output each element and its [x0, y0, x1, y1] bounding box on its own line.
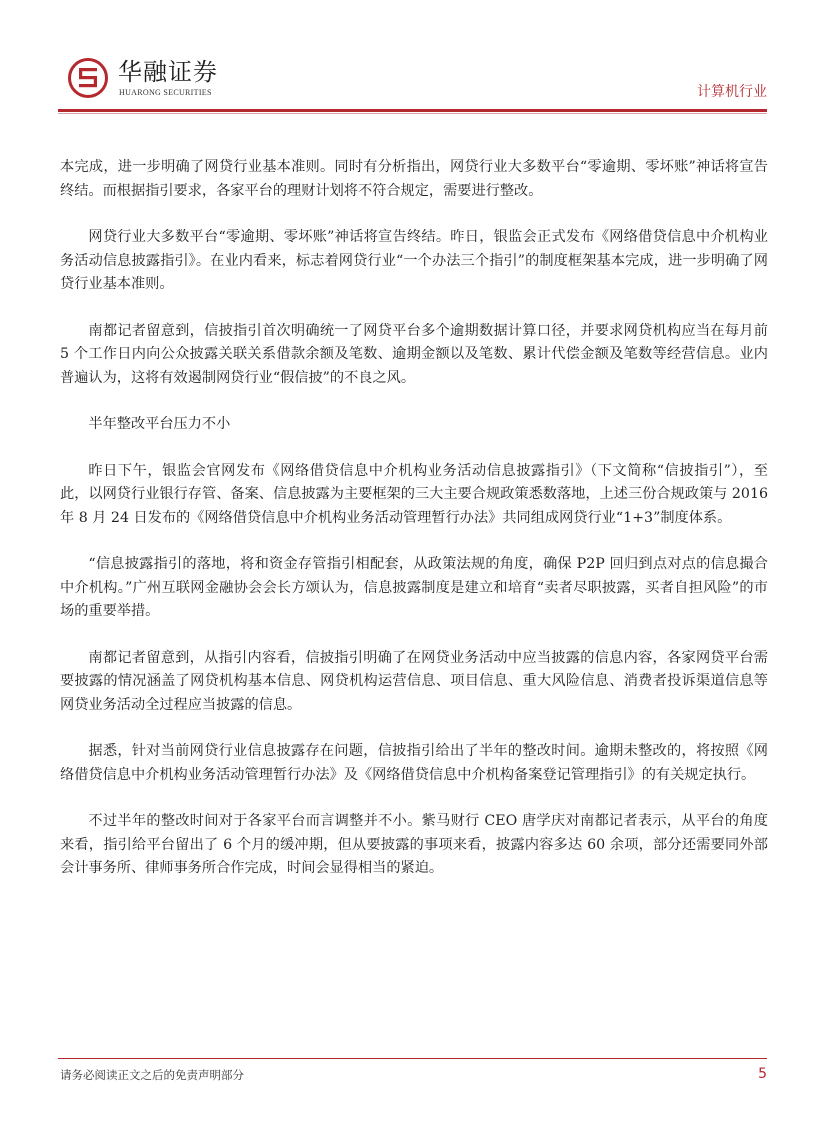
huarong-logo-icon [68, 58, 108, 98]
brand-name-cn: 华融证券 [118, 58, 218, 86]
paragraph: “信息披露指引的落地，将和资金存管指引相配套，从政策法规的角度，确保 P2P 回归到点对点的信息撮合中介机构。”广州互联网金融协会会长方颂认为，信息披露制度是建立和培育“卖者尽职披露，买者自担风险”的市场的重要举措。 [60, 556, 768, 619]
page-header [0, 0, 827, 130]
article-body [60, 156, 768, 904]
brand-name-en: HUARONG SECURITIES [119, 88, 212, 97]
header-divider [58, 109, 767, 112]
disclaimer-note: 请务必阅读正文之后的免责声明部分 [60, 1068, 244, 1082]
footer-divider [58, 1058, 767, 1059]
paragraph: 本完成，进一步明确了网贷行业基本准则。同时有分析指出，网贷行业大多数平台“零逾期、零坏账”神话将宣告终结。而根据指引要求，各家平台的理财计划将不符合规定，需要进行整改。 [60, 159, 768, 199]
paragraph: 据悉，针对当前网贷行业信息披露存在问题，信披指引给出了半年的整改时间。逾期未整改的，将按照《网络借贷信息中介机构业务活动管理暂行办法》及《网络借贷信息中介机构备案登记管理指引》的有关规定执行。 [60, 743, 768, 783]
header-divider-light [58, 113, 767, 114]
industry-label: 计算机行业 [697, 84, 767, 100]
paragraph: 不过半年的整改时间对于各家平台而言调整并不小。紫马财行 CEO 唐学庆对南都记者表示，从平台的角度来看，指引给平台留出了 6 个月的缓冲期，但从要披露的事项来看，披露内容多达 60 余项，部分还需要同外部会计事务所、律师事务所合作完成，时间会显得相当的紧迫。 [60, 813, 768, 876]
paragraph: 昨日下午，银监会官网发布《网络借贷信息中介机构业务活动信息披露指引》（下文简称“信披指引”），至此，以网贷行业银行存管、备案、信息披露为主要框架的三大主要合规政策悉数落地，上述三份合规政策与 2016 年 8 月 24 日发布的《网络借贷信息中介机构业务活动管理暂行办法》共同组成网贷行业“1+3”制度体系。 [60, 462, 768, 526]
page-number: 5 [758, 1066, 767, 1082]
paragraph: 南都记者留意到，信披指引首次明确统一了网贷平台多个逾期数据计算口径，并要求网贷机构应当在每月前 5 个工作日内向公众披露关联关系借款余额及笔数、逾期金额以及笔数、累计代偿金额及笔数等经营信息。业内普遍认为，这将有效遏制网贷行业“假信披”的不良之风。 [60, 322, 768, 386]
paragraph: 网贷行业大多数平台“零逾期、零坏账”神话将宣告终结。昨日，银监会正式发布《网络借贷信息中介机构业务活动信息披露指引》。在业内看来，标志着网贷行业“一个办法三个指引”的制度框架基本完成，进一步明确了网贷行业基本准则。 [60, 229, 768, 292]
paragraph: 南都记者留意到，从指引内容看，信披指引明确了在网贷业务活动中应当披露的信息内容，各家网贷平台需要披露的情况涵盖了网贷机构基本信息、网贷机构运营信息、项目信息、重大风险信息、消费者投诉渠道信息等网贷业务活动全过程应当披露的信息。 [60, 649, 768, 713]
section-heading: 半年整改平台压力不小 [88, 416, 231, 432]
